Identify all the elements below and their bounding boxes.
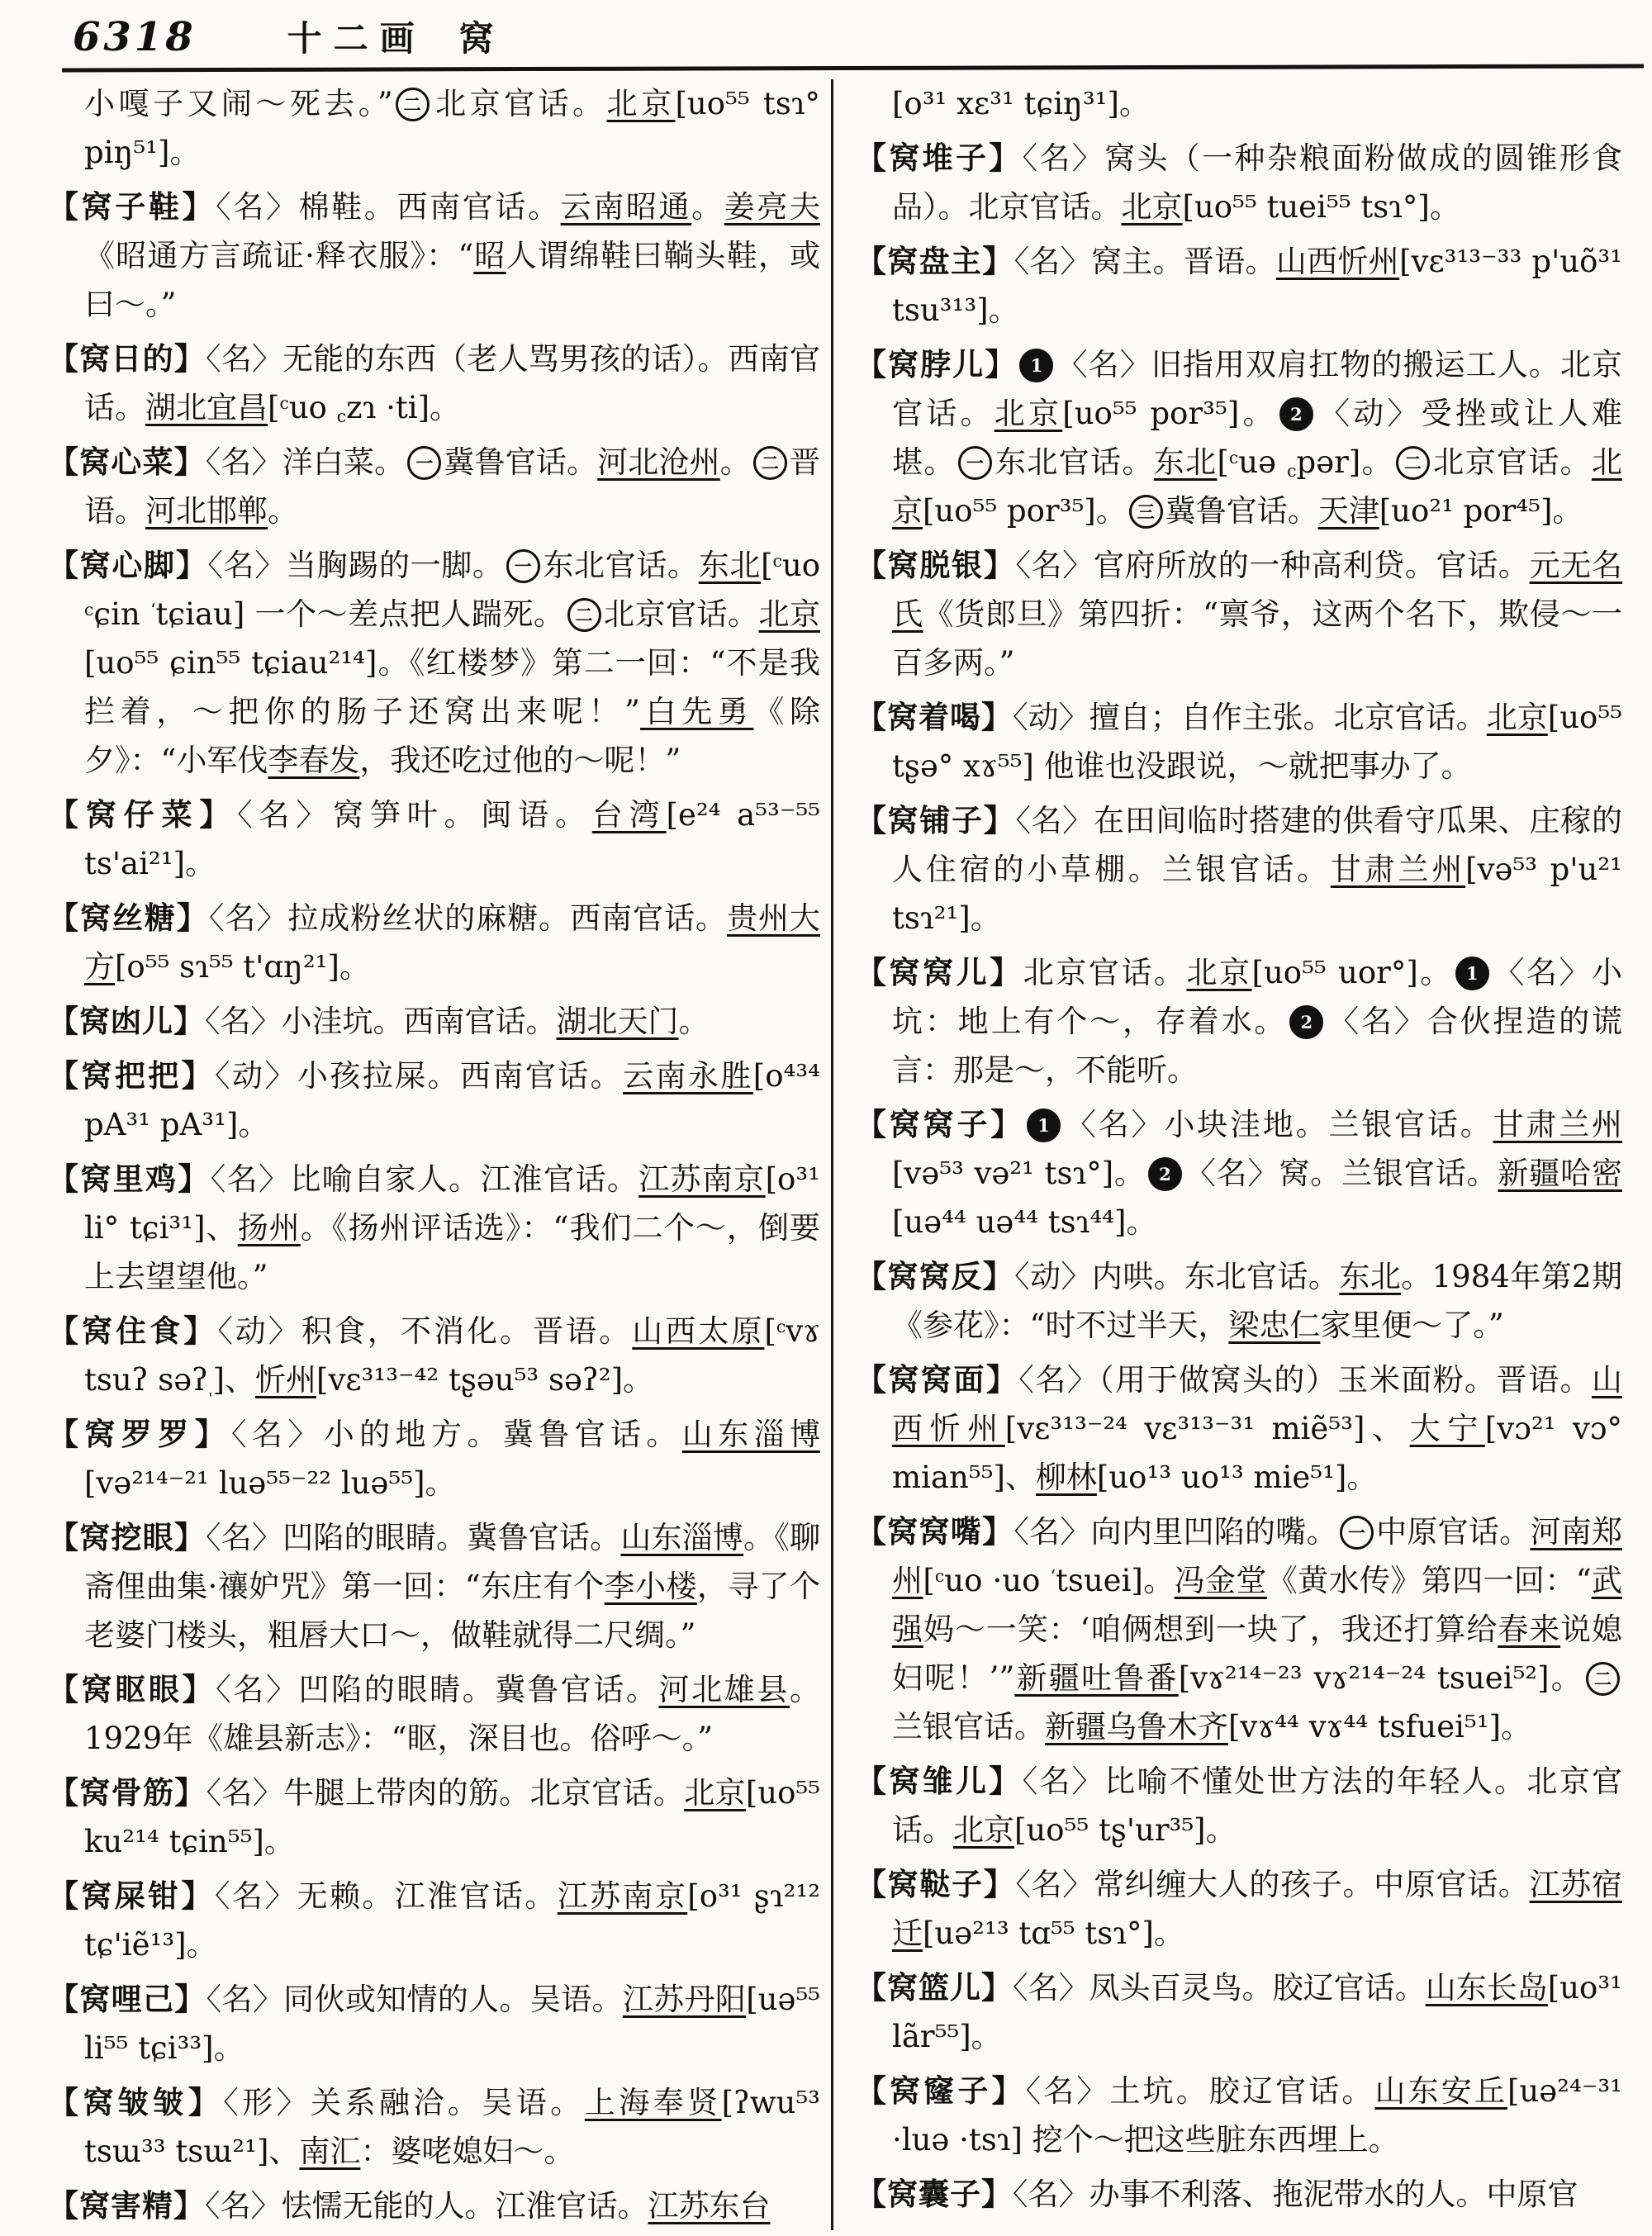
dictionary-entry <box>48 894 820 991</box>
dictionary-entry <box>48 1665 820 1763</box>
section-title: 十二画 <box>287 18 426 59</box>
entry-headword: 【窝铺子】 <box>856 802 1016 838</box>
circled-number-icon: 二 <box>1586 1662 1620 1696</box>
entry-headword: 【窝囊子】 <box>856 2176 1013 2212</box>
entry-body: 〈名〉无能的东西（老人骂男孩的话）。西南官话。湖北宜昌[$^c$uo $_c$zɿ ·ti]。 <box>84 341 820 427</box>
dictionary-entry <box>856 134 1622 231</box>
entry-body: [o³¹ xɛ³¹ tɕiŋ³¹]。 <box>892 86 1150 121</box>
circled-number-icon: 1 <box>1455 957 1489 990</box>
entry-body: 〈名〉棉鞋。西南官话。云南昭通。姜亮夫《昭通方言疏证·释衣服》：“昭人谓绵鞋曰鞝头鞋，或曰～。” <box>84 189 821 322</box>
dictionary-entry <box>48 1513 820 1659</box>
circled-number-icon: 二 <box>1396 446 1430 480</box>
entry-headword: 【窝子鞋】 <box>48 188 216 225</box>
entry-headword: 【窝着喝】 <box>856 699 1014 735</box>
column-divider <box>831 79 833 2230</box>
dictionary-entry <box>48 335 820 432</box>
entry-headword: 【窝骨筋】 <box>48 1774 206 1811</box>
entry-body: 〈形〉关系融洽。吴语。上海奉贤[ʔwu⁵³ tsɯ³³ tsɯ²¹]、南汇：婆咾媳妇～。 <box>84 2085 820 2169</box>
circled-number-icon: 一 <box>1340 1516 1374 1550</box>
page-header <box>73 12 494 58</box>
entry-body: 〈名〉洋白菜。 一 冀鲁官话。河北沧州。 二 晋语。河北邯郸。 <box>84 444 821 529</box>
entry-body: 〈名〉窝头（一种杂粮面粉做成的圆锥形食品）。北京官话。北京[uo⁵⁵ tuei⁵⁵ tsɿ°]。 <box>892 140 1623 225</box>
circled-number-icon: 二 <box>396 88 430 121</box>
dictionary-entry <box>856 340 1622 535</box>
tone-mark: c <box>279 392 289 413</box>
entry-body: 〈名〉凹陷的眼睛。冀鲁官话。河北雄县。1929年《雄县新志》：“眍，深目也。俗呼～。” <box>84 1672 821 1756</box>
entry-body: 〈名〉凹陷的眼睛。冀鲁官话。山东淄博。《聊斋俚曲集·禳妒咒》第一回：“东庄有个李小楼，寻了个老婆门楼头，粗唇大口～，做鞋就得二尺绸。” <box>84 1520 821 1653</box>
dictionary-entry <box>856 1252 1622 1350</box>
dictionary-entry <box>856 237 1622 335</box>
entry-body: 〈名〉在田间临时搭建的供看守瓜果、庄稼的人住宿的小草棚。兰银官话。甘肃兰州[və⁵³ p'u²¹ tsɿ²¹]。 <box>892 803 1623 936</box>
dictionary-entry <box>856 1963 1622 2061</box>
entry-body: 〈名〉当胸踢的一脚。 一 东北官话。东北[$^c$uo $^c$ɕin $^ʻ$tɕiau] 一个～差点把人踹死。 二 北京官话。北京[uo⁵⁵ ɕin⁵⁵ tɕiau²¹⁴]。《红楼梦》第二一回：“不是我拦着，～把你的肠子还窝出来呢！”白先勇《除夕》：“小军伐李春发，我还吃过他的～呢！” <box>84 548 821 778</box>
entry-headword: 【窝仔菜】 <box>48 796 238 833</box>
tone-mark: ʻ <box>1050 1565 1056 1586</box>
dictionary-entry <box>856 1507 1622 1751</box>
entry-headword: 【窝窝子】 <box>856 1106 1025 1142</box>
entry-headword: 【窝挖眼】 <box>48 1519 206 1555</box>
dictionary-entry <box>48 438 820 535</box>
entry-body: 〈名〉怯懦无能的人。江淮官话。江苏东台 <box>205 2188 771 2224</box>
entry-headword: 【窝皱皱】 <box>48 2084 224 2120</box>
circled-number-icon: 一 <box>958 446 992 480</box>
left-column <box>48 79 820 2236</box>
entry-headword: 【窝脱银】 <box>856 547 1016 583</box>
head-character: 窝 <box>458 18 494 59</box>
entry-body: 〈名〉拉成粉丝状的麻糖。西南官话。贵州大方[o⁵⁵ sɿ⁵⁵ t'ɑŋ²¹]。 <box>84 900 821 985</box>
entry-body: 〈名〉牛腿上带肉的筋。北京官话。北京[uo⁵⁵ ku²¹⁴ tɕin⁵⁵]。 <box>84 1775 821 1859</box>
circled-number-icon: 1 <box>1019 349 1053 382</box>
tone-mark: c <box>934 1565 945 1586</box>
circled-number-icon: 一 <box>407 446 441 480</box>
entry-headword: 【窝雏儿】 <box>856 1763 1023 1799</box>
dictionary-entry <box>48 1872 820 1969</box>
entry-headword: 【窝心脚】 <box>48 547 208 583</box>
entry-headword: 【窝脖儿】 <box>856 346 1018 382</box>
dictionary-entry <box>856 2170 1622 2219</box>
dictionary-entry <box>856 1757 1622 1854</box>
dictionary-entry <box>48 2181 820 2230</box>
dictionary-entry <box>48 790 820 888</box>
entry-headword: 【窝眍眼】 <box>48 1671 216 1707</box>
circled-number-icon: 2 <box>1279 397 1313 431</box>
entry-headword: 【窝日的】 <box>48 340 206 377</box>
entry-body: 〈动〉擅自；自作主张。北京官话。北京[uo⁵⁵ tʂə° xɤ⁵⁵] 他谁也没跟说，～就把事办了。 <box>892 700 1623 784</box>
entry-body: 〈名〉比喻自家人。江淮官话。江苏南京[o³¹ li° tɕi³¹]、扬州。《扬州评话选》：“我们二个～，倒要上去望望他。” <box>84 1161 821 1294</box>
dictionary-entry <box>48 1052 820 1149</box>
circled-number-icon: 2 <box>1148 1157 1182 1191</box>
header-rule <box>62 64 1644 72</box>
entry-body: 〈动〉内哄。东北官话。东北。1984年第2期《参花》：“时不过半天，梁忠仁家里便～了。” <box>892 1259 1623 1343</box>
tone-mark: c <box>772 550 782 571</box>
entry-headword: 【窝窿子】 <box>856 2072 1026 2109</box>
dictionary-entry <box>856 693 1622 790</box>
dictionary-entry <box>856 796 1622 942</box>
dictionary-entry <box>856 1860 1622 1958</box>
entry-body: 〈名〉窝主。晋语。山西忻州[vɛ³¹³⁻³³ p'uõ³¹ tsu³¹³]。 <box>892 244 1623 328</box>
entry-headword: 【窝里鸡】 <box>48 1161 211 1197</box>
entry-headword: 【窝窝面】 <box>856 1361 1019 1398</box>
entry-body: 〈名〉窝笋叶。闽语。台湾[e²⁴ a⁵³⁻⁵⁵ ts'ai²¹]。 <box>84 797 821 881</box>
dictionary-entry <box>48 1307 820 1404</box>
dictionary-entry <box>856 2067 1622 2164</box>
entry-body: 〈名〉（用于做窝头的）玉米面粉。晋语。山西忻州[vɛ³¹³⁻²⁴ vɛ³¹³⁻³¹ miẽ⁵³]、大宁[vɔ²¹ vɔ° mian⁵⁵]、柳林[uo¹³ uo¹³ mie⁵¹]。 <box>892 1362 1623 1495</box>
entry-body: 小嘎子又闹～死去。” 二 北京官话。北京[uo⁵⁵ tsɿ° piŋ⁵¹]。 <box>84 86 821 170</box>
entry-body: 1 〈名〉小块洼地。兰银官话。甘肃兰州[və⁵³ və²¹ tsɿ°]。 2 〈名〉窝。兰银官话。新疆哈密[uə⁴⁴ uə⁴⁴ tsɿ⁴⁴]。 <box>892 1107 1623 1240</box>
dictionary-entry <box>856 948 1622 1094</box>
entry-headword: 【窝丝糖】 <box>48 900 209 936</box>
dictionary-entry <box>856 541 1622 687</box>
entry-headword: 【窝窝反】 <box>856 1258 1015 1294</box>
dictionary-entry <box>48 183 820 329</box>
entry-headword: 【窝害精】 <box>48 2187 205 2224</box>
entry-body: 〈名〉小的地方。冀鲁官话。山东淄博[və²¹⁴⁻²¹ luə⁵⁵⁻²² luə⁵⁵]。 <box>84 1417 821 1501</box>
entry-headword: 【窝屎钳】 <box>48 1878 215 1914</box>
circled-number-icon: 二 <box>567 598 601 632</box>
entry-headword: 【窝凼儿】 <box>48 1003 205 1039</box>
entry-body: 〈名〉比喻不懂处世方法的年轻人。北京官话。北京[uo⁵⁵ tʂ'ur³⁵]。 <box>892 1764 1623 1848</box>
entry-headword: 【窝盘主】 <box>856 243 1014 279</box>
entry-body: 〈名〉向内里凹陷的嘴。 一 中原官话。河南郑州[$^c$uo ·uo $^ʻ$tsuei]。冯金堂《黄水传》第四一回：“武强妈～一笑：‘咱俩想到一块了，我还打算给春来说媳妇呢！’”新疆吐鲁番[vɤ²¹⁴⁻²³ vɤ²¹⁴⁻²⁴ tsuei⁵²]。 二兰银官话。新疆乌鲁木齐[vɤ⁴⁴ vɤ⁴⁴ tsfuei⁵¹]。 <box>892 1514 1623 1745</box>
entry-body: 〈名〉小洼坑。西南官话。湖北天门。 <box>205 1004 710 1039</box>
circled-number-icon: 1 <box>1027 1109 1061 1142</box>
entry-body: 〈动〉小孩拉屎。西南官话。云南永胜[o⁴³⁴ pA³¹ pA³¹]。 <box>84 1058 820 1142</box>
entry-headword: 【窝窝儿】 <box>856 954 1023 990</box>
entry-headword: 【窝篮儿】 <box>856 1969 1014 2006</box>
entry-body: 〈名〉同伙或知情的人。吴语。江苏丹阳[uə⁵⁵ li⁵⁵ tɕi³³]。 <box>84 1982 821 2066</box>
dictionary-entry <box>48 1768 820 1866</box>
dictionary-entry <box>48 1410 820 1507</box>
entry-headword: 【窝住食】 <box>48 1313 218 1349</box>
tone-mark: ˌ <box>208 1379 213 1399</box>
entry-continuation <box>856 79 1622 128</box>
dictionary-entry <box>856 1355 1622 1502</box>
dictionary-entry <box>48 1975 820 2072</box>
dictionary-entry <box>856 1100 1622 1246</box>
circled-number-icon: 2 <box>1289 1005 1323 1039</box>
tone-mark: c <box>776 1316 786 1336</box>
tone-mark: c <box>1228 447 1239 468</box>
dictionary-entry <box>48 541 820 785</box>
entry-continuation <box>48 79 820 177</box>
page-number: 6318 <box>73 14 197 60</box>
dictionary-entry <box>48 2078 820 2176</box>
entry-body: 〈名〉常纠缠大人的孩子。中原官话。江苏宿迁[uə²¹³ tɑ⁵⁵ tsɿ°]。 <box>892 1867 1622 1951</box>
tone-mark: ʻ <box>150 599 156 620</box>
right-column <box>856 79 1622 2224</box>
entry-headword: 【窝哩己】 <box>48 1981 206 2017</box>
entry-headword: 【窝堆子】 <box>856 140 1023 176</box>
circled-number-icon: 三 <box>1129 495 1163 529</box>
entry-headword: 【窝心菜】 <box>48 444 206 480</box>
entry-body: 〈名〉凤头百灵鸟。胶辽官话。山东长岛[uo³¹ lãr⁵⁵]。 <box>892 1970 1623 2054</box>
entry-body: 〈名〉土坑。胶辽官话。山东安丘[uə²⁴⁻³¹ ·luə ·tsɿ] 挖个～把这些脏东西埋上。 <box>892 2073 1623 2158</box>
entry-body: 〈名〉官府所放的一种高利贷。官话。元无名氏《货郎旦》第四折：“禀爷，这两个名下，欺侵～一百多两。” <box>892 548 1623 681</box>
entry-headword: 【窝鞑子】 <box>856 1866 1016 1902</box>
dictionary-entry <box>48 1155 820 1301</box>
entry-headword: 【窝罗罗】 <box>48 1416 232 1452</box>
entry-headword: 【窝把把】 <box>48 1057 216 1094</box>
tone-mark: c <box>1287 461 1297 482</box>
entry-body: 北京官话。北京[uo⁵⁵ uor°]。 1 〈名〉小坑：地上有个～，存着水。 2 〈名〉合伙捏造的谎言：那是～，不能听。 <box>892 955 1623 1088</box>
tone-mark: c <box>336 406 347 427</box>
circled-number-icon: 一 <box>506 549 540 583</box>
entry-headword: 【窝窝嘴】 <box>856 1513 1014 1550</box>
entry-body: 〈名〉无赖。江淮官话。江苏南京[o³¹ ʂɿ²¹² tɕ'iẽ¹³]。 <box>84 1878 821 1963</box>
entry-body: 1 〈名〉旧指用双肩扛物的搬运工人。北京官话。北京[uo⁵⁵ por³⁵]。 2 〈动〉受挫或让人难堪。 一 东北官话。东北[$^c$uə $_c$pər]。 二 北京官话。北京[uo⁵⁵ por³⁵]。 三 冀鲁官话。天津[uo²¹ por⁴⁵]。 <box>892 347 1623 529</box>
tone-mark: c <box>84 599 94 620</box>
circled-number-icon: 二 <box>753 446 787 480</box>
entry-body: 〈动〉积食，不消化。晋语。山西太原[$^c$vɤ tsuʔ səʔ$_ˌ$]、忻州[vɛ³¹³⁻⁴² tʂəu⁵³ səʔ²]。 <box>84 1313 821 1399</box>
entry-body: 〈名〉办事不利落、拖泥带水的人。中原官 <box>1013 2177 1578 2212</box>
dictionary-entry <box>48 997 820 1046</box>
